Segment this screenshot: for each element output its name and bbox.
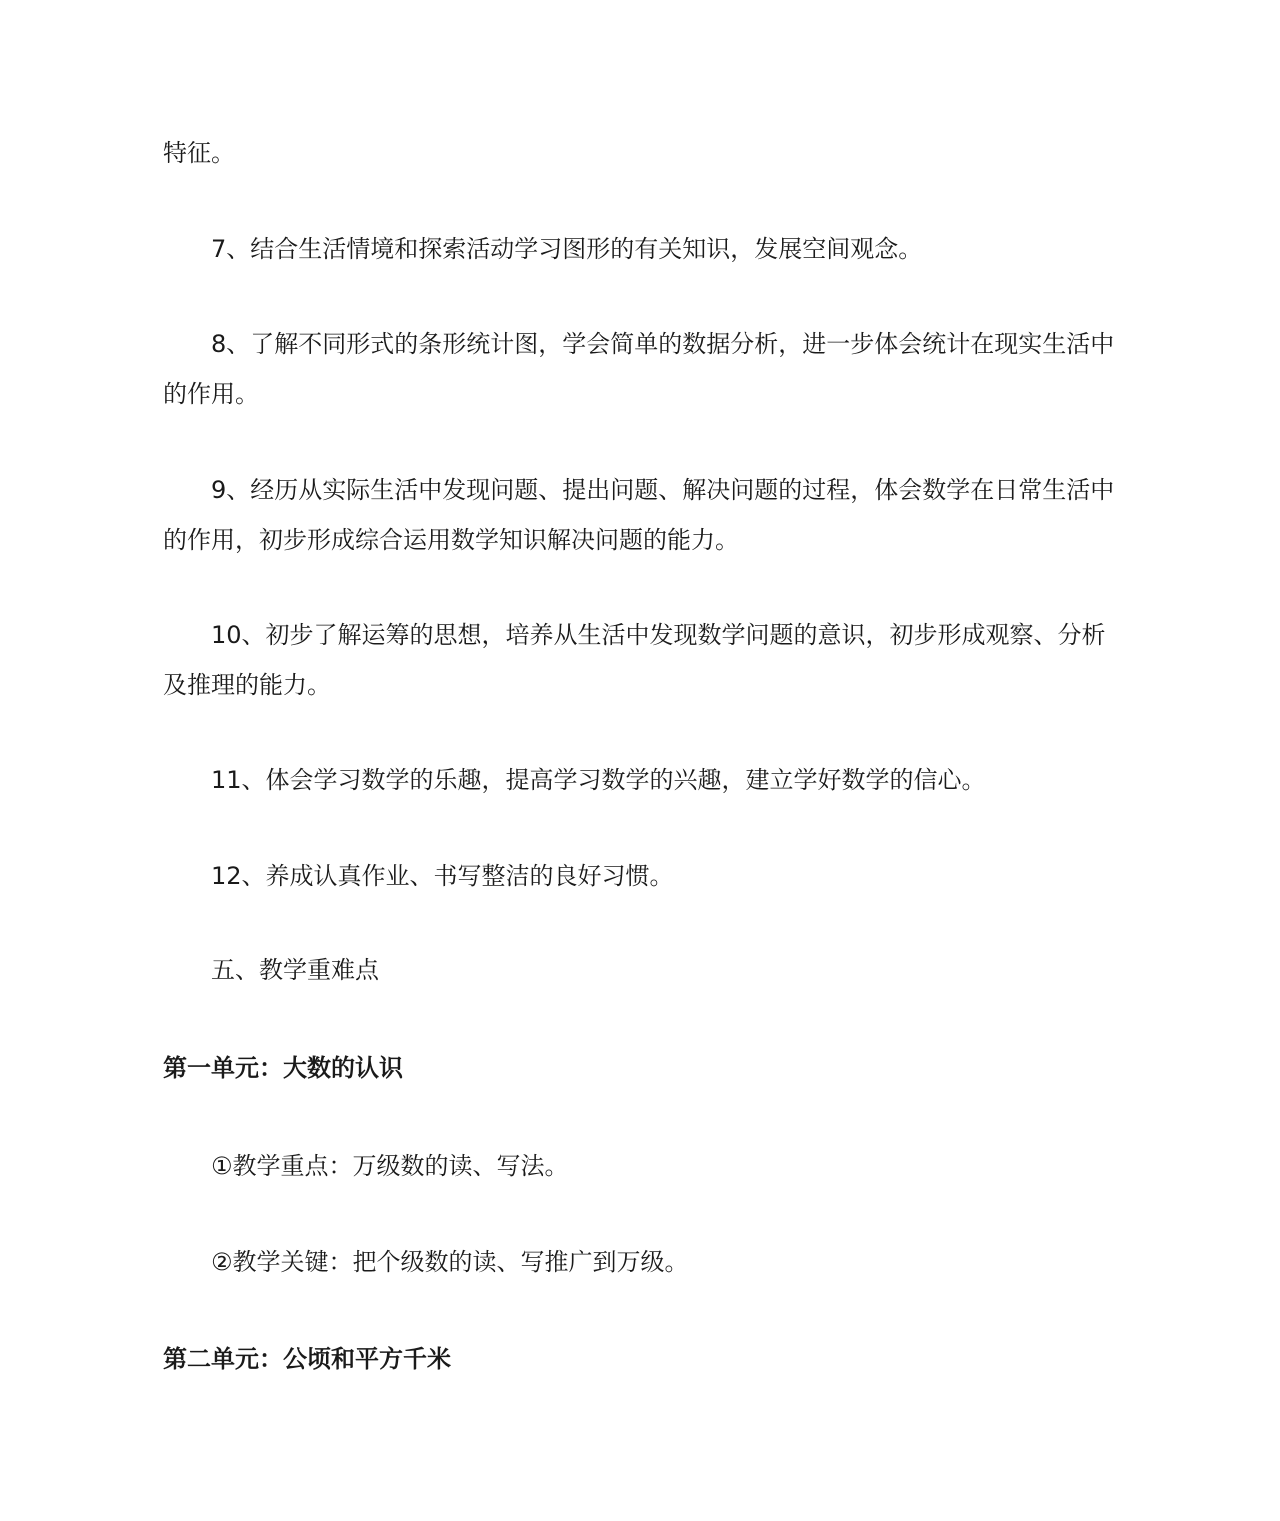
paragraph-continuation: 特征。 [163,139,235,167]
unit-1-teaching-focus: ①教学重点：万级数的读、写法。 [211,1152,569,1180]
unit-1-teaching-key: ②教学关键：把个级数的读、写推广到万级。 [211,1248,689,1276]
paragraph-item-7: 7、结合生活情境和探索活动学习图形的有关知识，发展空间观念。 [211,235,923,263]
paragraph-item-9: 9、经历从实际生活中发现问题、提出问题、解决问题的过程，体会数学在日常生活中的作用，初步形成综合运用数学知识解决问题的能力。 [163,476,1115,554]
paragraph-item-8: 8、了解不同形式的条形统计图，学会简单的数据分析，进一步体会统计在现实生活中的作用。 [163,330,1115,408]
unit-1-title: 第一单元：大数的认识 [163,1054,403,1082]
section-heading-5: 五、教学重难点 [211,956,379,984]
paragraph-item-11: 11、体会学习数学的乐趣，提高学习数学的兴趣，建立学好数学的信心。 [211,766,986,794]
unit-2-title: 第二单元：公顷和平方千米 [163,1345,451,1373]
paragraph-item-12: 12、养成认真作业、书写整洁的良好习惯。 [211,862,674,890]
paragraph-item-10: 10、初步了解运筹的思想，培养从生活中发现数学问题的意识，初步形成观察、分析及推理的能力。 [163,621,1106,699]
